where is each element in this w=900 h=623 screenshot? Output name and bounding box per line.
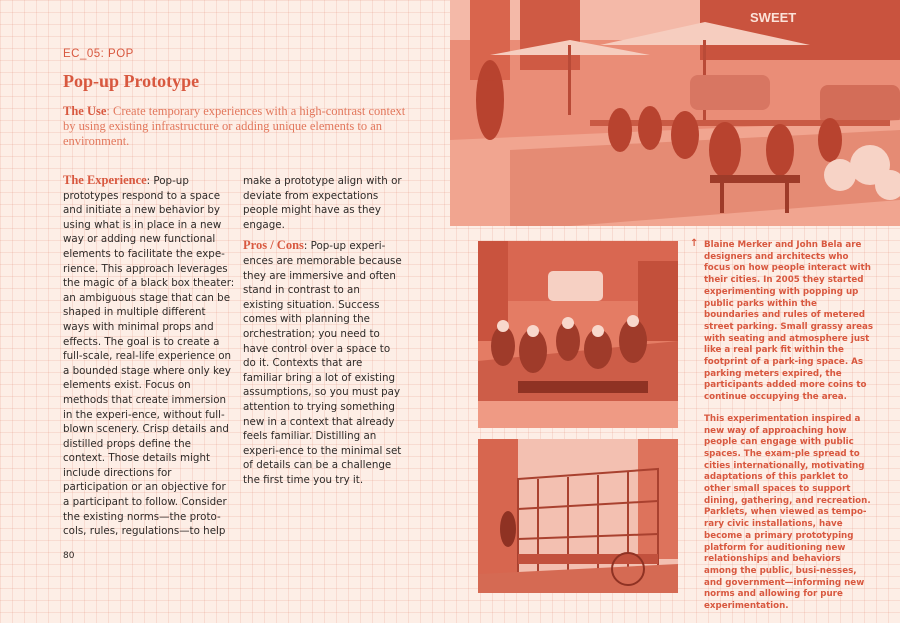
sidebar-paragraph-2: This experimentation inspired a new way of approaching how people can engage with public spaces. The exam-ple spread to cities internationally, motivating adaptations of this parklet to other small spaces to support dining, gathering, and recreation. Parklets, when viewed as tempo-rary civic installations, have become a primary prototyping platform for auditioning new relationships and behaviors among the public, busi-nesses, and government—informing new norms and allowing for pure experimentation. — [704, 413, 871, 612]
experience-lead: The Experience — [63, 173, 147, 187]
pros-cons-paragraph — [243, 238, 403, 487]
street-parklet-photo — [450, 0, 900, 226]
experience-text: : Pop-up prototypes respond to a space and initiate a new behavior by using what is in place in a new way or adding new functional elements to facilitate the expe-rience. This approach leverages the magic of a black box theater: an ambiguous stage that can be shaped in multiple different ways with minimal props and effects. The goal is to create a full-scale, real-life experience on a bounded stage where only key elements exist. Focus on methods that create immersion in the experi-ence, without full-blown scenery. Crisp details and distilled props define the context. Those details might include directions for participation or an objective for a participant to follow. Consider the existing norms—the proto-cols, rules, regulations—to help — [63, 175, 235, 538]
parklet-gathering-photo — [478, 241, 678, 428]
sweet-sign: SWEET — [750, 10, 797, 25]
use-lead: The Use — [63, 104, 107, 118]
continuation-text: make a prototype align with or deviate from expectations people might have as they engage. — [243, 175, 402, 231]
pros-cons-lead: Pros / Cons — [243, 238, 304, 253]
up-arrow-icon: ↑ — [690, 238, 699, 249]
second-column — [243, 174, 403, 487]
page-number: 80 — [63, 551, 75, 561]
sidebar-caption — [704, 240, 874, 623]
pros-cons-text: : Pop-up experi-ences are memorable because they are immersive and often stand in contrast to an existing situation. Success comes with planning the orchestration; you need to have control over a space to do it. Contexts that are familiar bring a lot of existing assumptions, so you must pay attention to trying something new in a context that already feels familiar. Distilling an experi-ence to the minimal set of details can be a challenge the first time you try it. — [243, 240, 402, 486]
parklet-structure-photo — [478, 439, 678, 593]
use-paragraph — [63, 104, 408, 149]
experience-paragraph — [63, 173, 235, 539]
section-code: EC_05: POP — [63, 48, 134, 60]
page-title: Pop-up Prototype — [63, 71, 200, 91]
sidebar-paragraph-1: Blaine Merker and John Bela are designers and architects who focus on how people interact with their cities. In 2005 they started experimenting with popping up public parks within the boundaries and rules of metered street parking. Small grassy areas with seating and atmosphere just like a real park fit within the footprint of a park-ing space. As parking meters expired, the participants added more coins to continue occupying the area. — [704, 240, 874, 403]
use-text: : Create temporary experiences with a high-contrast context by using existing infrastructure or adding unique elements to an environment. — [63, 104, 406, 148]
